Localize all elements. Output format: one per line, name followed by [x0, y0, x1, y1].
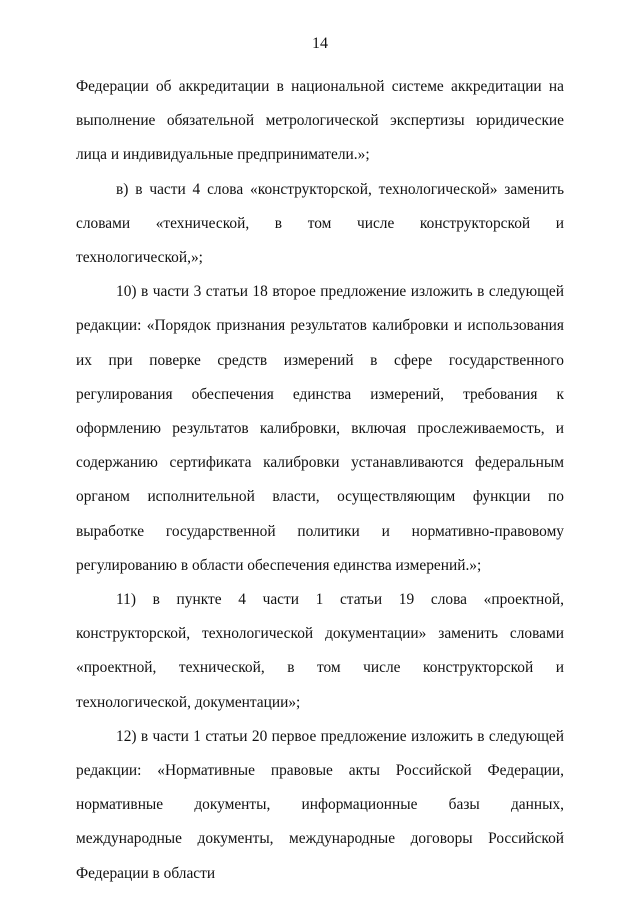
paragraph-continuation: Федерации об аккредитации в национальной системе аккредитации на выполнение обязательной метрологической экспертизы юридические лица и индивидуальные предприниматели.»; — [76, 78, 564, 164]
page-number: 14 — [312, 35, 328, 52]
document-body — [76, 70, 564, 891]
paragraph-item-11: 11) в пункте 4 части 1 статьи 19 слова «проектной, конструкторской, технологической документации» заменить словами «проектной, технической, в том числе конструкторской и технологической, документации»; — [76, 591, 564, 711]
paragraph-item-12: 12) в части 1 статьи 20 первое предложение изложить в следующей редакции: «Нормативные правовые акты Российской Федерации, нормативные документы, информационные базы данных, международные документы, международные договоры Российской Федерации в области — [76, 727, 564, 882]
paragraph-item-10: 10) в части 3 статьи 18 второе предложение изложить в следующей редакции: «Порядок признания результатов калибровки и использования их при поверке средств измерений в сфере государственного регулирования обеспечения единства измерений, требования к оформлению результатов калибровки, включая прослеживаемость, и содержанию сертификата калибровки устанавливаются федеральным органом исполнительной власти, осуществляющим функции по выработке государственной политики и нормативно-правовому регулированию в области обеспечения единства измерений.»; — [76, 283, 564, 574]
paragraph-item-v: в) в части 4 слова «конструкторской, технологической» заменить словами «технической, в том числе конструкторской и технологической,»; — [76, 180, 564, 267]
